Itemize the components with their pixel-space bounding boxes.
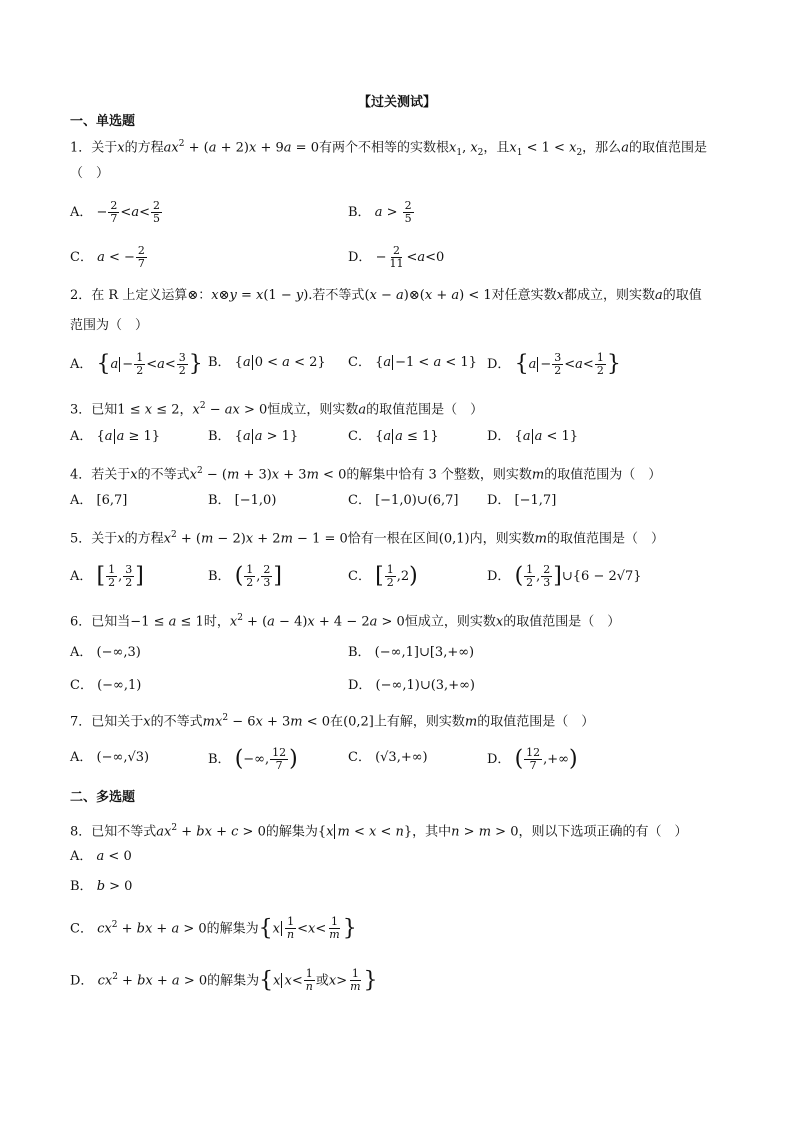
q7-option-a: A． (−∞,√3) [70,750,150,765]
q8-option-c: C． $cx^2$ + bx + a > 0的解集为{x $\frac{1}{n}$ <x< $\frac{1}{m}$ } [70,915,357,942]
q3-option-c: C． {a a ≤ 1} [348,429,439,444]
q1-option-a: A． − $\frac{2}{7}$ <a< $\frac{2}{5}$ [70,199,160,225]
question-2-line2: 范围为（ ） [70,318,149,333]
section-single-choice: 一、单选题 [70,114,136,129]
q2-option-b: B． {a 0 < a < 2} [208,355,326,370]
q2-option-c: C． {a −1 < a < 1} [348,355,477,370]
q5-option-b: B． ( $\frac{1}{2}$ , $\frac{2}{3}$ ] [208,563,283,589]
page-title: 【过关测试】 [357,95,436,110]
q2-option-d: D． {a − $\frac{3}{2}$ <a< $\frac{1}{2}$ } [487,351,621,377]
q5-option-d: D． ( $\frac{1}{2}$ , $\frac{2}{3}$ ]∪{6 − 2√7} [487,563,642,589]
q1-option-c: C． a < − $\frac{2}{7}$ [70,244,145,270]
q6-option-b: B． (−∞,1]∪[3,+∞) [348,645,475,660]
q1-option-d: D． − $\frac{2}{11}$ <a<0 [348,244,445,270]
q5-option-a: A． [ $\frac{1}{2}$ , $\frac{3}{2}$ ] [70,563,144,589]
q6-option-c: C． (−∞,1) [70,678,142,693]
question-2: 2．在 R 上定义运算⊗：x⊗y = x(1 − y).若不等式(x − a)⊗(x + a) < 1对任意实数x都成立，则实数a的取值 [70,288,702,303]
section-multiple-choice: 二、多选题 [70,790,136,805]
q8-option-a: A． a < 0 [70,849,132,864]
q6-option-d: D． (−∞,1)∪(3,+∞) [348,678,475,693]
q3-option-d: D． {a a < 1} [487,429,579,444]
q8-option-b: B． b > 0 [70,879,133,894]
question-1: 1．关于x的方程$ax^2 + (a + 2)x + 9a = 0$有两个不相等的实数根$x_1$, $x_2$，且$x_1 < 1 < x_2$，那么a的取值范围是 [70,139,707,158]
question-6: 6．已知当−1 ≤ a ≤ 1时，$x^2 + (a - 4)x + 4 - 2a > 0$恒成立，则实数x的取值范围是（ ） [70,613,621,630]
q2-option-a: A． {a − $\frac{1}{2}$ <a< $\frac{3}{2}$ } [70,351,203,377]
question-8: 8．已知不等式$ax^2$ + bx + c > 0的解集为{x m < x < n}，其中n > m > 0，则以下选项正确的有（ ） [70,823,688,840]
q5-option-c: C． [ $\frac{1}{2}$ ,2) [348,563,418,589]
question-4: 4．若关于x的不等式$x^2 - (m + 3)x + 3m < 0$的解集中恰有 3 个整数，则实数m的取值范围为（ ） [70,466,662,483]
q8-option-d: D． $cx^2$ + bx + a > 0的解集为{x x< $\frac{1}{n}$ 或x> $\frac{1}{m}$ } [70,967,378,994]
q3-option-b: B． {a a > 1} [208,429,299,444]
q4-option-b: B． [−1,0) [208,493,277,508]
question-5: 5．关于x的方程$x^2 + (m - 2)x + 2m - 1 = 0$恰有一根在区间(0,1)内，则实数m的取值范围是（ ） [70,530,664,547]
q6-option-a: A． (−∞,3) [70,645,141,660]
q7-option-c: C． (√3,+∞) [348,750,428,765]
question-7: 7．已知关于x的不等式$mx^2 - 6x + 3m < 0$在(0,2]上有解，则实数m的取值范围是（ ） [70,713,595,730]
q1-option-b: B． a > $\frac{2}{5}$ [348,199,412,225]
q3-option-a: A． {a a ≥ 1} [70,429,161,444]
question-1-paren: （ ） [70,166,110,181]
q7-option-d: D． ( $\frac{12}{7}$ ,+∞) [487,746,578,772]
q4-option-d: D． [−1,7] [487,493,557,508]
q7-option-b: B． (−∞, $\frac{12}{7}$ ) [208,746,298,772]
question-3: 3．已知1 ≤ x ≤ 2，$x^2$ − ax > 0恒成立，则实数a的取值范围是（ ） [70,401,484,418]
q4-option-c: C． [−1,0)∪(6,7] [348,493,459,508]
q4-option-a: A． [6,7] [70,493,128,508]
